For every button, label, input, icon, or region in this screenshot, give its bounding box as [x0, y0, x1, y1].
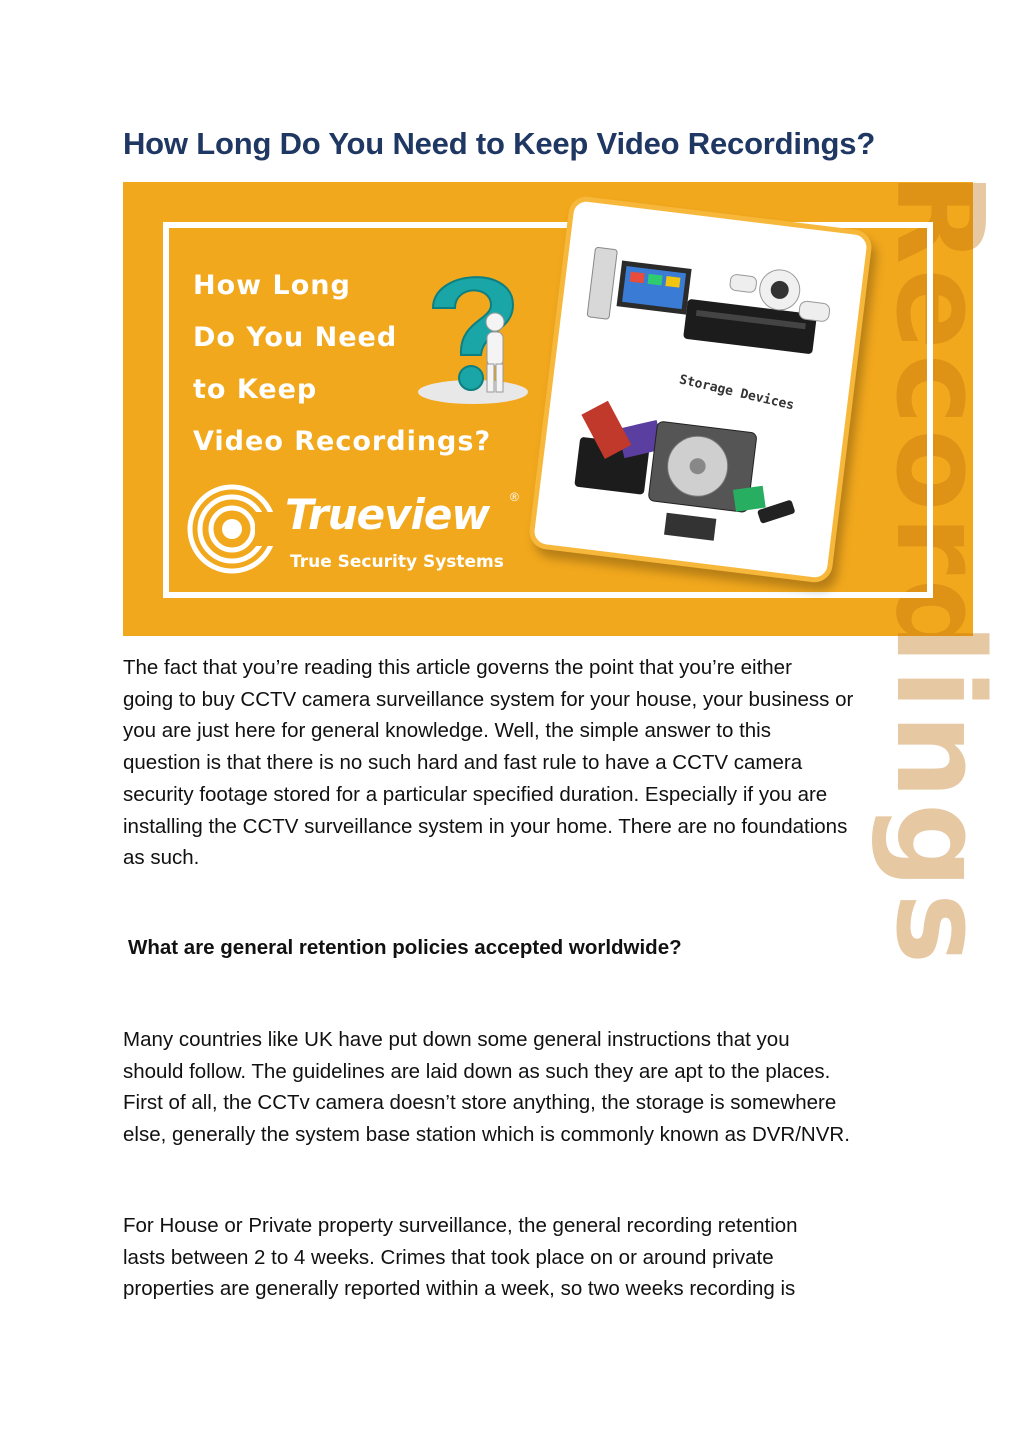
registered-mark: ®	[510, 490, 519, 504]
question-mark-figure-icon	[403, 260, 533, 410]
storage-devices-card	[528, 195, 874, 585]
text-line: Many countries like UK have put down some general instructions that you	[123, 1028, 790, 1051]
text-line: question is that there is no such hard and fast rule to have a CCTV camera	[123, 751, 803, 775]
brand-name: Trueview	[285, 490, 490, 539]
text-line: properties are generally reported within a week, so two weeks recording is	[123, 1277, 796, 1301]
text-line: lasts between 2 to 4 weeks. Crimes that took place on or around private	[123, 1245, 774, 1269]
banner-background-word: Recordings	[869, 172, 1008, 969]
card-caption: Storage Devices	[677, 372, 796, 414]
banner-headline-line: How Long	[193, 270, 351, 301]
banner-headline-line: Do You Need	[193, 322, 398, 353]
trueview-logo	[185, 482, 519, 582]
text-line: First of all, the CCTv camera doesn’t store anything, the storage is somewhere	[123, 1091, 837, 1115]
text-line: The fact that you’re reading this article governs the point that you’re either	[123, 656, 792, 679]
text-line: going to buy CCTV camera surveillance system for your house, your business or	[123, 687, 854, 711]
page-title: How Long Do You Need to Keep Video Recordings?	[123, 126, 876, 161]
intro-paragraph	[123, 652, 913, 874]
text-line: you are just here for general knowledge. Well, the simple answer to this	[123, 719, 771, 743]
banner-headline-line: to Keep	[193, 374, 318, 405]
retention-paragraph	[123, 1210, 913, 1305]
text-line: installing the CCTV surveillance system in your home. There are no foundations	[123, 814, 848, 838]
text-line: security footage stored for a particular specified duration. Especially if you are	[123, 782, 828, 806]
trueview-logo-icon	[185, 482, 280, 577]
guidelines-paragraph	[123, 1024, 913, 1151]
section-heading: What are general retention policies accepted worldwide?	[128, 936, 682, 959]
text-line: For House or Private property surveillance, the general recording retention	[123, 1214, 798, 1237]
text-line: as such.	[123, 846, 200, 870]
banner-headline-line: Video Recordings?	[193, 426, 492, 457]
text-line: else, generally the system base station which is commonly known as DVR/NVR.	[123, 1123, 850, 1147]
text-line: should follow. The guidelines are laid down as such they are apt to the places.	[123, 1059, 831, 1083]
brand-tagline: True Security Systems	[290, 552, 504, 572]
